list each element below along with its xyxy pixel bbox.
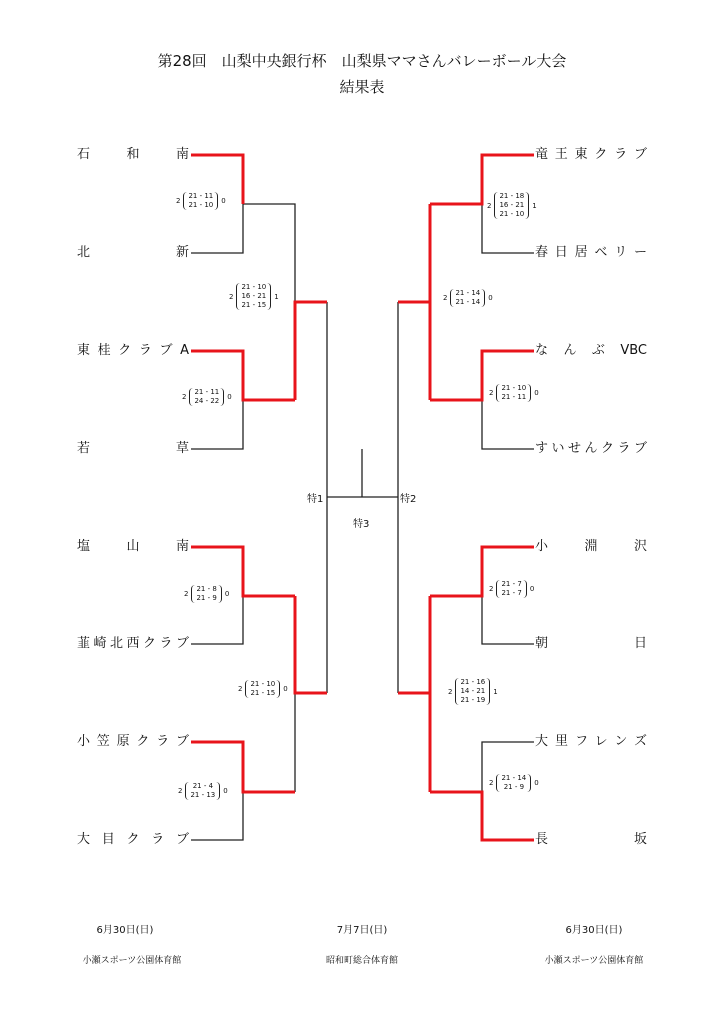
score-r2: 2 21 - 10 21 - 11 0 <box>489 384 539 401</box>
team-right-1: 竜王東クラブ <box>535 147 647 162</box>
footer-right-date: 6月30日(日) <box>565 925 623 936</box>
score-r3: 2 21 - 7 21 - 7 0 <box>489 580 535 597</box>
team-left-8: 大目クラブ <box>77 832 189 847</box>
team-left-4: 若 草 <box>77 441 189 456</box>
footer-right-venue: 小瀬スポーツ公園体育館 <box>544 956 644 966</box>
team-right-3: なんぶVBC <box>535 343 647 358</box>
page-subtitle: 結果表 <box>339 78 385 96</box>
win-l-r2-bot <box>295 596 327 693</box>
label-toku1: 特1 <box>307 494 324 505</box>
score-r5: 2 21 - 14 21 - 14 0 <box>443 289 493 306</box>
label-toku3: 特3 <box>353 519 370 530</box>
team-right-5: 小 淵 沢 <box>535 539 647 554</box>
team-left-6: 韮崎北西クラブ <box>77 636 189 651</box>
score-l4: 2 21 - 4 21 - 13 0 <box>178 782 228 799</box>
team-left-3: 東桂クラブA <box>77 343 189 358</box>
team-left-7: 小笠原クラブ <box>77 734 189 749</box>
footer-left-date: 6月30日(日) <box>96 925 154 936</box>
team-right-6: 朝 日 <box>535 636 647 651</box>
team-left-5: 塩 山 南 <box>77 539 189 554</box>
footer-center-venue: 昭和町総合体育館 <box>325 956 398 966</box>
team-right-7: 大里フレンズ <box>535 734 647 749</box>
score-r4: 2 21 - 14 21 - 9 0 <box>489 774 539 791</box>
win-r-nagasaka <box>430 792 534 840</box>
team-right-4: すいせんクラブ <box>535 441 647 456</box>
team-right-8: 長 坂 <box>535 832 647 847</box>
line-r-suisen <box>482 400 534 449</box>
win-l-r2-top <box>295 302 327 400</box>
score-l1: 2 21 - 11 21 - 10 0 <box>176 192 226 209</box>
footer-center-date: 7月7日(日) <box>336 925 388 936</box>
label-toku2: 特2 <box>400 494 417 505</box>
score-l5: 2 21 - 10 16 - 21 21 - 15 1 <box>229 283 279 309</box>
team-left-1: 石 和 南 <box>77 147 189 162</box>
score-l2: 2 21 - 11 24 - 22 0 <box>182 388 232 405</box>
score-r1: 2 21 - 18 16 - 21 21 - 10 1 <box>487 192 537 218</box>
line-l-wakakusa <box>191 400 243 449</box>
line-l-kitashin <box>191 204 243 253</box>
line-l-nirasaki <box>191 596 243 644</box>
line-r-asahi <box>482 596 534 644</box>
score-l3: 2 21 - 8 21 - 9 0 <box>184 585 230 602</box>
team-right-2: 春日居ベリー <box>535 245 647 260</box>
footer-left-venue: 小瀬スポーツ公園体育館 <box>82 956 182 966</box>
team-left-2: 北 新 <box>77 245 189 260</box>
page-title: 第28回 山梨中央銀行杯 山梨県ママさんバレーボール大会 <box>157 52 567 70</box>
score-r6: 2 21 - 16 14 - 21 21 - 19 1 <box>448 678 498 704</box>
score-l6: 2 21 - 10 21 - 15 0 <box>238 680 288 697</box>
